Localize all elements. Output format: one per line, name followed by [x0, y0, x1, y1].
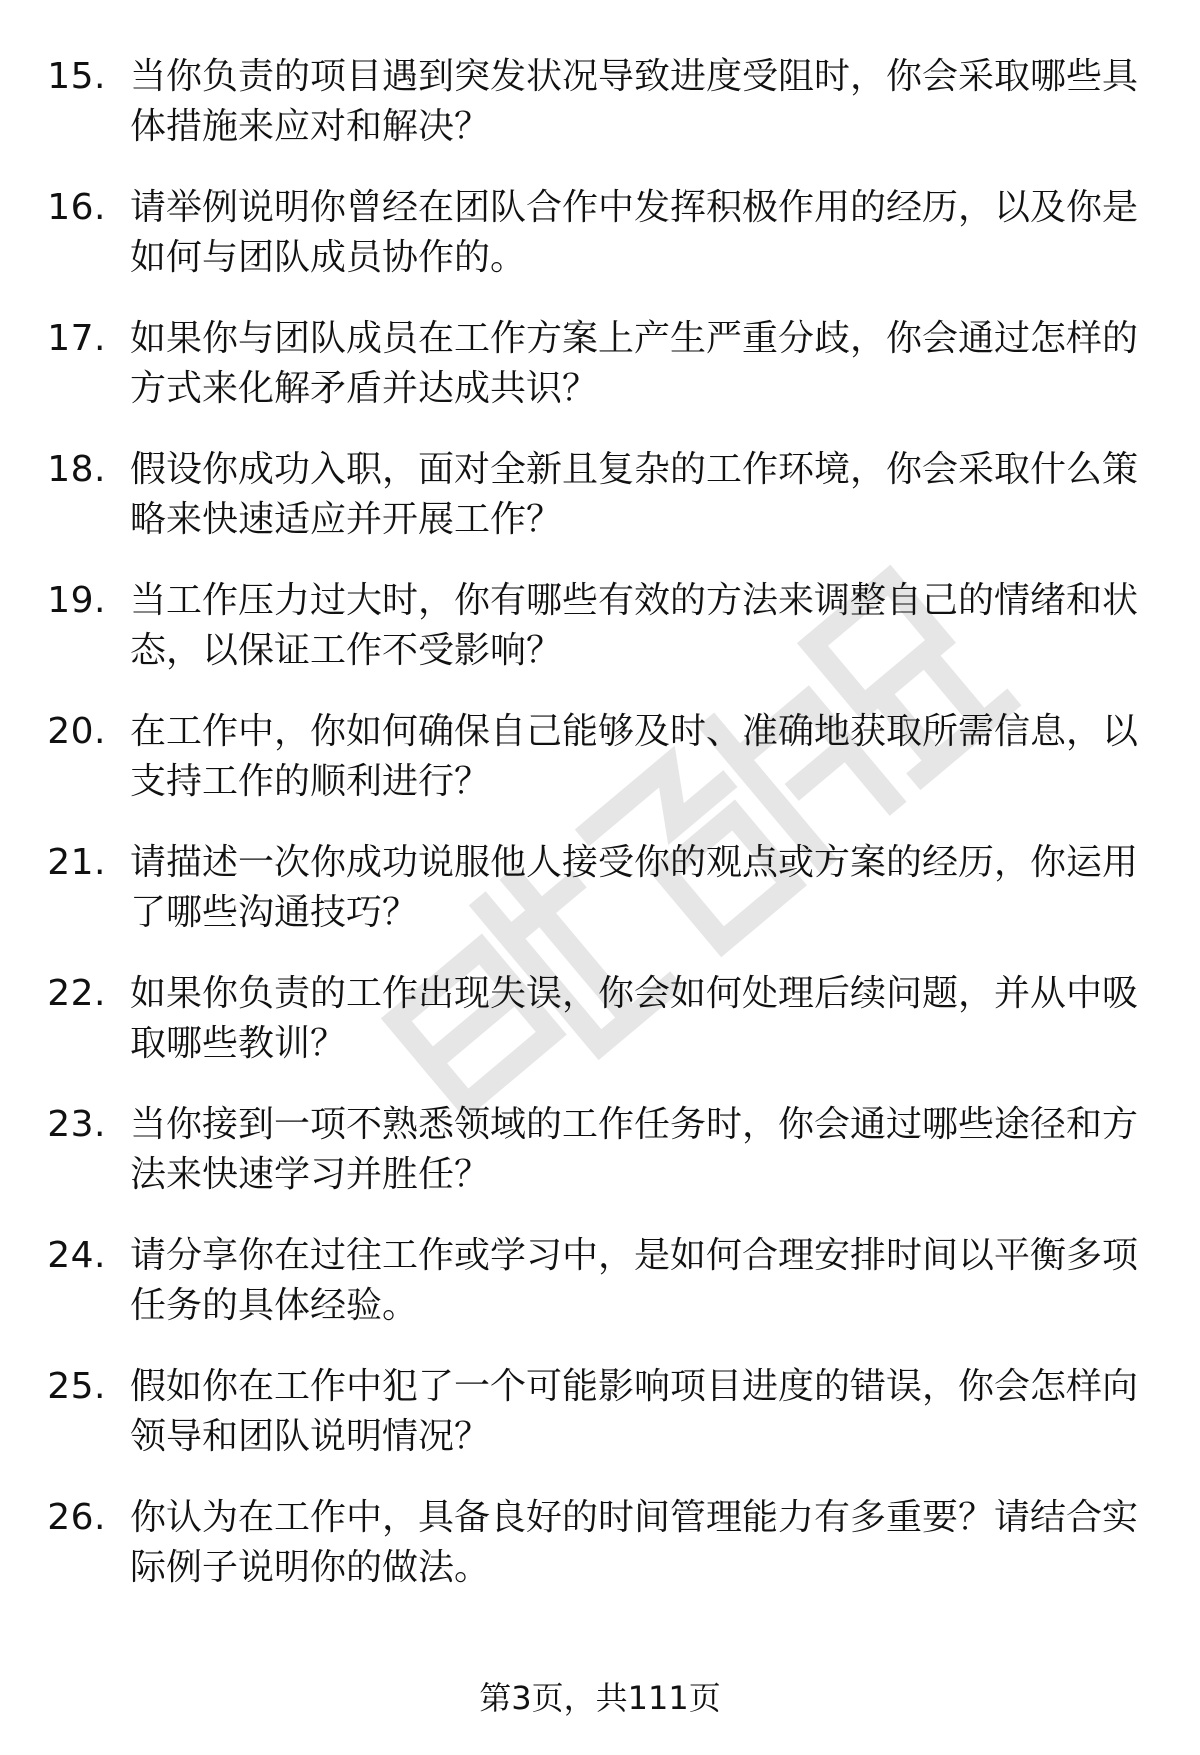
question-number: 20.	[47, 711, 106, 752]
question-number: 18.	[47, 449, 106, 490]
list-item	[0, 1362, 1200, 1493]
list-item	[0, 183, 1200, 314]
question-number: 26.	[47, 1497, 106, 1538]
question-text: 请举例说明你曾经在团队合作中发挥积极作用的经历，以及你是如何与团队成员协作的。	[130, 187, 1139, 278]
question-text: 当你接到一项不熟悉领域的工作任务时，你会通过哪些途径和方法来快速学习并胜任？	[130, 1104, 1139, 1195]
question-text: 请描述一次你成功说服他人接受你的观点或方案的经历，你运用了哪些沟通技巧？	[130, 842, 1139, 933]
question-text: 请分享你在过往工作或学习中，是如何合理安排时间以平衡多项任务的具体经验。	[130, 1235, 1139, 1326]
question-text: 你认为在工作中，具备良好的时间管理能力有多重要？请结合实际例子说明你的做法。	[130, 1497, 1139, 1588]
question-text: 假设你成功入职，面对全新且复杂的工作环境，你会采取什么策略来快速适应并开展工作？	[130, 449, 1139, 540]
list-item	[0, 1100, 1200, 1231]
list-item	[0, 838, 1200, 969]
question-number: 23.	[47, 1104, 106, 1145]
question-number: 17.	[47, 318, 106, 359]
question-text: 假如你在工作中犯了一个可能影响项目进度的错误，你会怎样向领导和团队说明情况？	[130, 1366, 1139, 1457]
list-item	[0, 969, 1200, 1100]
question-text: 当你负责的项目遇到突发状况导致进度受阻时，你会采取哪些具体措施来应对和解决？	[130, 56, 1139, 147]
question-number: 25.	[47, 1366, 106, 1407]
question-text: 如果你与团队成员在工作方案上产生严重分歧，你会通过怎样的方式来化解矛盾并达成共识？	[130, 318, 1139, 409]
list-item	[0, 1231, 1200, 1362]
list-item	[0, 445, 1200, 576]
question-number: 19.	[47, 580, 106, 621]
list-item	[0, 52, 1200, 183]
question-number: 21.	[47, 842, 106, 883]
list-item	[0, 314, 1200, 445]
list-item	[0, 576, 1200, 707]
question-text: 如果你负责的工作出现失误，你会如何处理后续问题，并从中吸取哪些教训？	[130, 973, 1139, 1064]
list-item	[0, 1493, 1200, 1624]
question-number: 16.	[47, 187, 106, 228]
question-list	[0, 52, 1200, 1624]
question-number: 22.	[47, 973, 106, 1014]
page-footer: 第3页，共111页	[479, 1679, 721, 1717]
question-number: 15.	[47, 56, 106, 97]
question-text: 在工作中，你如何确保自己能够及时、准确地获取所需信息，以支持工作的顺利进行？	[130, 711, 1139, 802]
question-text: 当工作压力过大时，你有哪些有效的方法来调整自己的情绪和状态，以保证工作不受影响？	[130, 580, 1139, 671]
list-item	[0, 707, 1200, 838]
question-number: 24.	[47, 1235, 106, 1276]
